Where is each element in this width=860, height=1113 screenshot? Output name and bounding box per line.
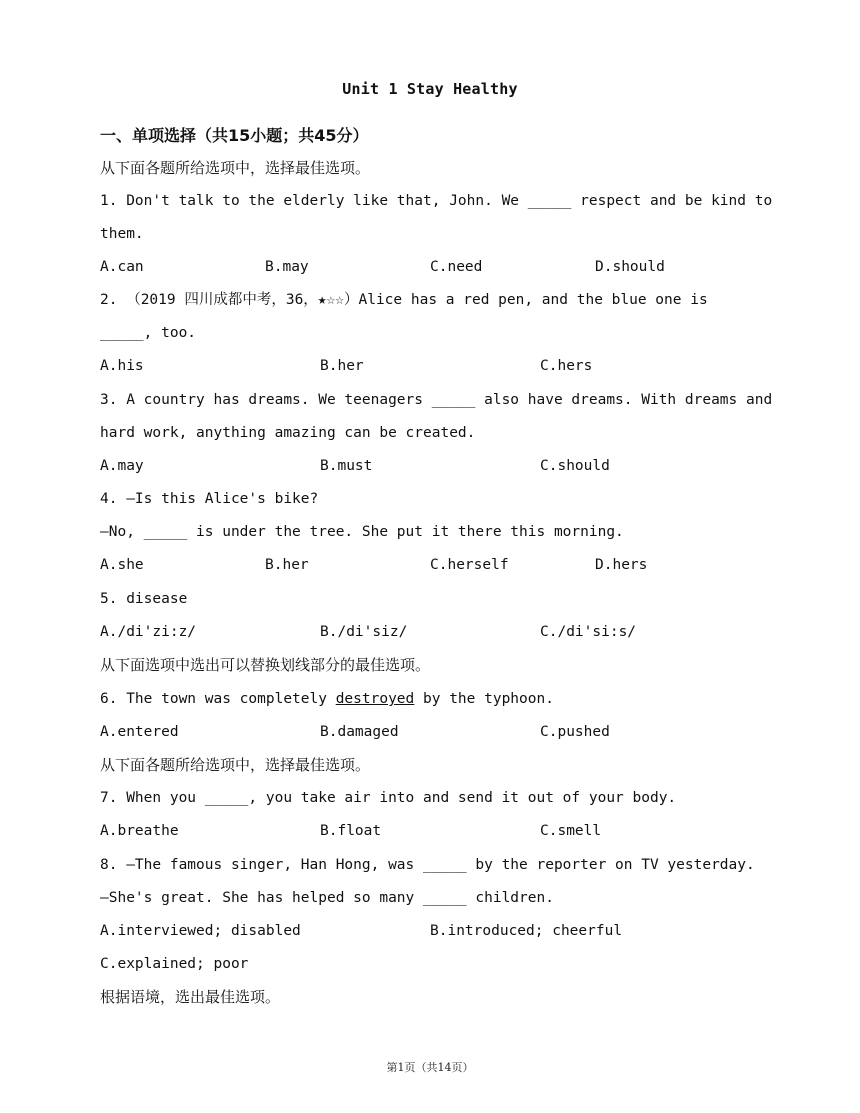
question-6-option-c[interactable]: C.pushed <box>540 724 610 740</box>
question-3-text-cont: hard work, anything amazing can be created. <box>100 425 476 441</box>
question-4-option-b[interactable]: B.her <box>265 557 309 573</box>
question-1-text-cont: them. <box>100 226 144 242</box>
question-1-option-d[interactable]: D.should <box>595 259 665 275</box>
question-5-option-a[interactable]: A./di'zi:z/ <box>100 624 197 640</box>
question-7-option-c[interactable]: C.smell <box>540 823 602 839</box>
question-7-option-b[interactable]: B.float <box>320 823 382 839</box>
question-4-option-d[interactable]: D.hers <box>595 557 648 573</box>
question-4-text: 4. —Is this Alice's bike? <box>100 491 319 507</box>
instruction-text: 从下面选项中选出可以替换划线部分的最佳选项。 <box>100 656 431 674</box>
question-2-option-a[interactable]: A.his <box>100 358 144 374</box>
question-8-option-a[interactable]: A.interviewed; disabled <box>100 923 301 939</box>
question-6-text <box>100 688 554 710</box>
question-6-text-pre: 6. The town was completely <box>100 691 336 707</box>
question-8-text-cont: —She's great. She has helped so many _____ children. <box>100 890 554 906</box>
question-3-text: 3. A country has dreams. We teenagers _____ also have dreams. With dreams and <box>100 392 773 408</box>
question-1-text: 1. Don't talk to the elderly like that, John. We _____ respect and be kind to <box>100 193 773 209</box>
instruction-text: 从下面各题所给选项中，选择最佳选项。 <box>100 756 371 774</box>
question-3-option-b[interactable]: B.must <box>320 458 373 474</box>
question-8-text: 8. —The famous singer, Han Hong, was _____ by the reporter on TV yesterday. <box>100 857 755 873</box>
instruction-text: 从下面各题所给选项中，选择最佳选项。 <box>100 159 371 177</box>
question-8-option-b[interactable]: B.introduced; cheerful <box>430 923 623 939</box>
document-title: Unit 1 Stay Healthy <box>342 80 518 98</box>
question-2-option-b[interactable]: B.her <box>320 358 364 374</box>
question-4-option-c[interactable]: C.herself <box>430 557 509 573</box>
question-5-text: 5. disease <box>100 591 188 607</box>
question-2-text-cont: _____, too. <box>100 325 197 341</box>
question-2-text: 2. （2019 四川成都中考，36，★☆☆）Alice has a red pen, and the blue one is <box>100 292 708 308</box>
question-1-option-a[interactable]: A.can <box>100 259 144 275</box>
question-6-text-post: by the typhoon. <box>414 691 554 707</box>
question-1-option-c[interactable]: C.need <box>430 259 483 275</box>
question-8-option-c[interactable]: C.explained; poor <box>100 956 249 972</box>
question-5-option-b[interactable]: B./di'siz/ <box>320 624 408 640</box>
page-number-footer: 第1页（共14页） <box>386 1061 474 1074</box>
question-7-text: 7. When you _____, you take air into and send it out of your body. <box>100 790 677 806</box>
question-7-option-a[interactable]: A.breathe <box>100 823 179 839</box>
section-heading: 一、单项选择（共15小题；共45分） <box>100 126 369 145</box>
question-6-underlined-word: destroyed <box>335 691 415 707</box>
question-6-option-b[interactable]: B.damaged <box>320 724 399 740</box>
instruction-text: 根据语境，选出最佳选项。 <box>100 988 281 1006</box>
question-1-option-b[interactable]: B.may <box>265 259 309 275</box>
question-6-option-a[interactable]: A.entered <box>100 724 179 740</box>
question-4-text-cont: —No, _____ is under the tree. She put it there this morning. <box>100 524 624 540</box>
question-4-option-a[interactable]: A.she <box>100 557 144 573</box>
question-2-option-c[interactable]: C.hers <box>540 358 593 374</box>
question-3-option-a[interactable]: A.may <box>100 458 144 474</box>
question-3-option-c[interactable]: C.should <box>540 458 610 474</box>
question-5-option-c[interactable]: C./di'si:s/ <box>540 624 637 640</box>
